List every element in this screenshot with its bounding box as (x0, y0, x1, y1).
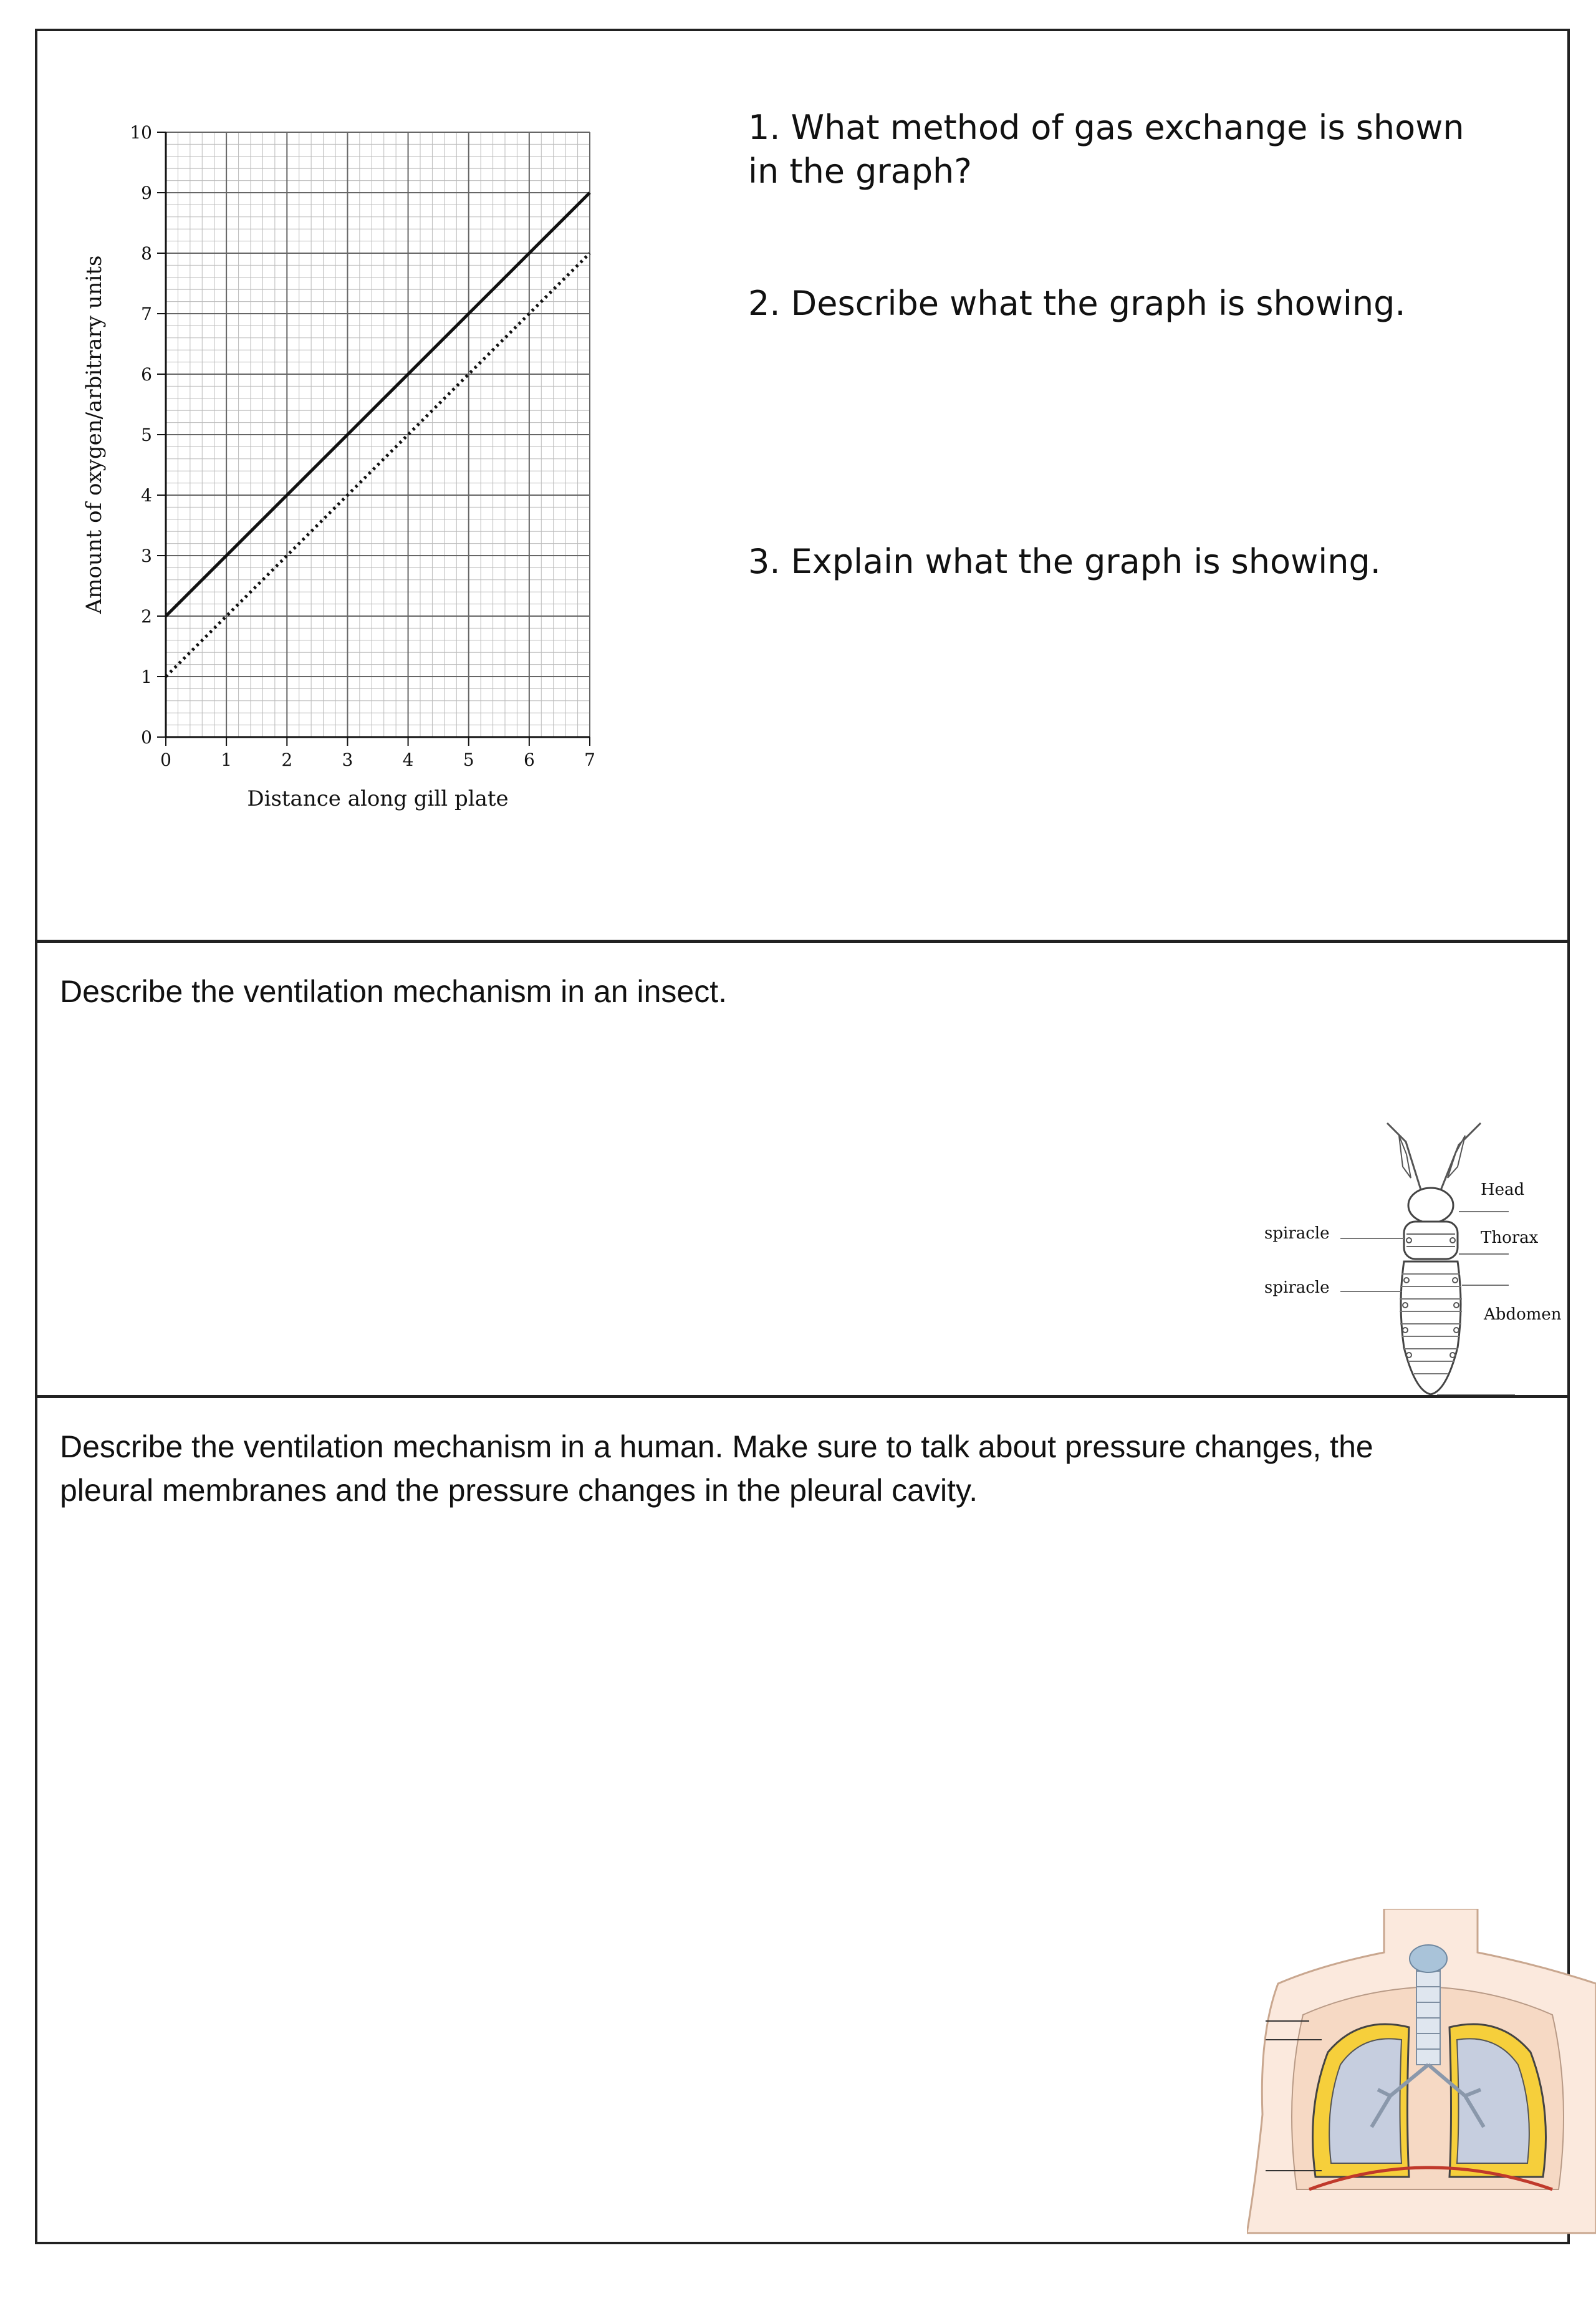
series-line-1 (166, 193, 590, 616)
x-tick-label: 2 (281, 750, 293, 770)
x-axis-label: Distance along gill plate (247, 786, 509, 811)
y-tick-label: 2 (141, 606, 152, 627)
label-thorax: Thorax (1481, 1228, 1539, 1247)
insect-prompt: Describe the ventilation mechanism in an insect. (60, 974, 727, 1009)
insect-head (1408, 1188, 1453, 1223)
y-tick-label: 1 (141, 667, 152, 687)
insect-section (35, 940, 1570, 1398)
y-tick-label: 4 (141, 485, 152, 506)
oxygen-gill-chart (62, 75, 748, 848)
x-tick-label: 4 (402, 750, 414, 770)
question-2: 2. Describe what the graph is showing. (748, 284, 1406, 323)
human-prompt (60, 1425, 1494, 1512)
y-tick-label: 7 (141, 304, 152, 324)
question-1-line-1: 1. What method of gas exchange is shown (748, 108, 1464, 147)
x-tick-label: 7 (584, 750, 595, 770)
human-prompt-line-1: Describe the ventilation mechanism in a human. Make sure to talk about pressure changes, the (60, 1429, 1373, 1464)
insect-diagram (1259, 1098, 1584, 1422)
label-spiracle-2: spiracle (1264, 1278, 1330, 1297)
y-tick-label: 6 (141, 364, 152, 385)
human-section (35, 1395, 1570, 2244)
label-abdomen: Abdomen (1484, 1305, 1562, 1324)
question-1 (748, 106, 1464, 193)
x-tick-label: 5 (463, 750, 474, 770)
x-tick-label: 0 (160, 750, 171, 770)
question-1-line-2: in the graph? (748, 152, 972, 191)
question-3: 3. Explain what the graph is showing. (748, 542, 1381, 581)
chart-grid-major (166, 132, 590, 737)
human-thorax-diagram (1247, 1909, 1596, 2246)
y-tick-label: 9 (141, 183, 152, 203)
y-tick-label: 10 (130, 122, 152, 143)
y-axis-label: Amount of oxygen/arbitrary units (82, 255, 107, 614)
x-tick-label: 6 (523, 750, 535, 770)
y-tick-label: 5 (141, 425, 152, 445)
label-spiracle-1: spiracle (1264, 1224, 1330, 1243)
y-tick-label: 8 (141, 243, 152, 264)
graph-section (35, 29, 1570, 943)
label-head: Head (1481, 1180, 1525, 1199)
series-line-2 (166, 253, 590, 677)
y-tick-label: 0 (141, 727, 152, 748)
human-prompt-line-2: pleural membranes and the pressure changes in the pleural cavity. (60, 1473, 978, 1508)
chart-ticks (130, 122, 595, 770)
x-tick-label: 1 (221, 750, 233, 770)
y-tick-label: 3 (141, 546, 152, 566)
x-tick-label: 3 (342, 750, 353, 770)
insect-abdomen (1401, 1262, 1461, 1394)
